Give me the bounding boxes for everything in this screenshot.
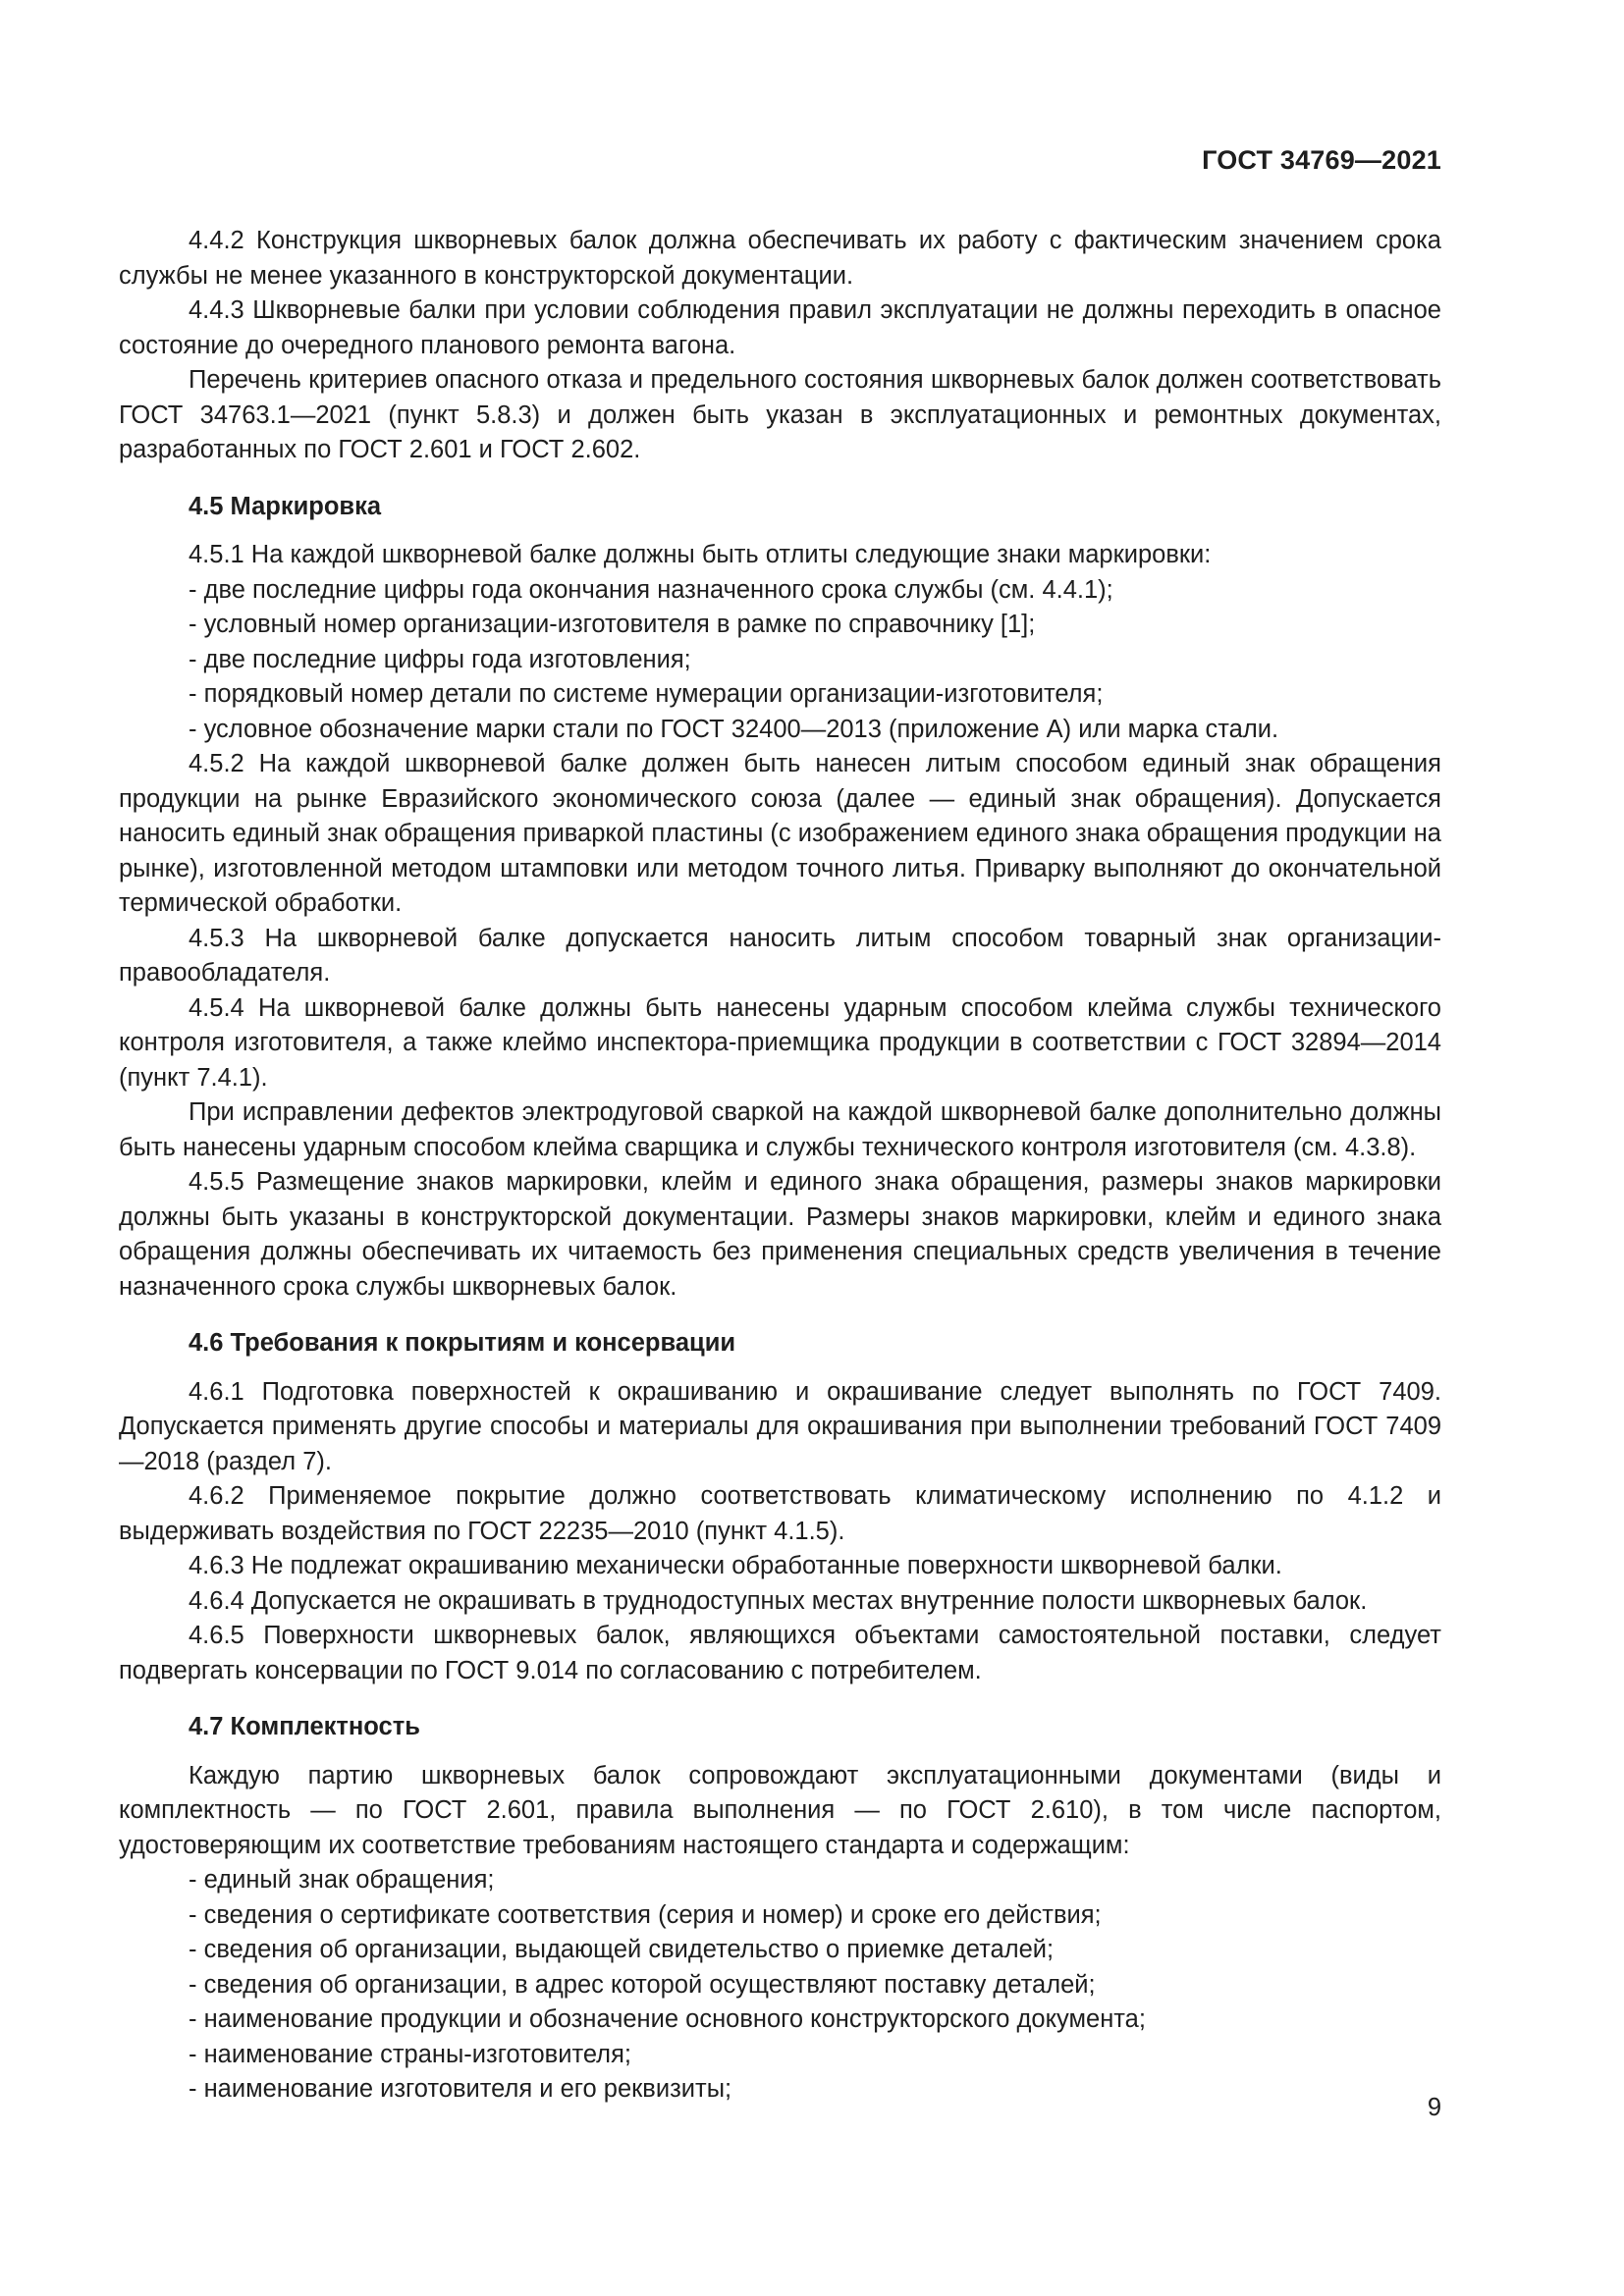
document-header: ГОСТ 34769—2021 (1202, 145, 1441, 175)
paragraph: 4.4.2 Конструкция шкворневых балок должна обеспечивать их работу с фактическим значением срока службы не менее указанного в конструкторской документации. (119, 227, 1441, 290)
list-item: - две последние цифры года окончания назначенного срока службы (см. 4.4.1); (189, 575, 1113, 604)
list-item: - порядковый номер детали по системе нумерации организации-изготовителя; (189, 680, 1104, 708)
paragraph: 4.4.3 Шкворневые балки при условии соблюдения правил эксплуатации не должны переходить в опасное состояние до очередного планового ремонта вагона. (119, 296, 1441, 359)
document-body (119, 224, 1441, 2108)
list-item: - наименование продукции и обозначение основного конструкторского документа; (189, 2005, 1146, 2033)
list-item: - сведения об организации, выдающей свидетельство о приемке деталей; (189, 1936, 1055, 1963)
paragraph: Каждую партию шкворневых балок сопровождают эксплуатационными документами (виды и комплектность — по ГОСТ 2.601, правила выполнения — по ГОСТ 2.610), в том числе паспортом, удостоверяющим их соответствие требованиям настоящего стандарта и содержащим: (119, 1761, 1441, 1859)
paragraph: Перечень критериев опасного отказа и предельного состояния шкворневых балок должен соответствовать ГОСТ 34763.1—2021 (пункт 5.8.3) и должен быть указан в эксплуатационных и ремонтных документах, разработанных по ГОСТ 2.601 и ГОСТ 2.602. (119, 366, 1441, 463)
list-item: - условный номер организации-изготовителя в рамке по справочнику [1]; (189, 611, 1036, 638)
paragraph: 4.6.2 Применяемое покрытие должно соответствовать климатическому исполнению по 4.1.2 и выдерживать воздействия по ГОСТ 22235—2010 (пункт 4.1.5). (119, 1482, 1441, 1545)
paragraph: 4.6.1 Подготовка поверхностей к окрашиванию и окрашивание следует выполнять по ГОСТ 7409. Допускается применять другие способы и материалы для окрашивания при выполнении требований ГОСТ 7409—2018 (раздел 7). (119, 1377, 1441, 1475)
paragraph: 4.5.3 На шкворневой балке допускается наносить литым способом товарный знак организации-правообладателя. (119, 924, 1441, 987)
paragraph: 4.5.2 На каждой шкворневой балке должен быть нанесен литым способом единый знак обращения продукции на рынке Евразийского экономического союза (далее — единый знак обращения). Допускается наносить единый знак обращения приваркой пластины (с изображением единого знака обращения продукции на рынке), изготовленной методом штамповки или методом точного литья. Приварку выполняют до окончательной термической обработки. (119, 750, 1441, 917)
paragraph: При исправлении дефектов электродуговой сваркой на каждой шкворневой балке дополнительно должны быть нанесены ударным способом клейма сварщика и службы технического контроля изготовителя (см. 4.3.8). (119, 1098, 1441, 1161)
page-number: 9 (1427, 2094, 1441, 2121)
list-item: - единый знак обращения; (189, 1866, 495, 1894)
list-item: - две последние цифры года изготовления; (189, 645, 691, 673)
list-item: - сведения о сертификате соответствия (серия и номер) и сроке его действия; (189, 1900, 1102, 1929)
section-heading: 4.7 Комплектность (189, 1713, 420, 1740)
paragraph: 4.6.4 Допускается не окрашивать в труднодоступных местах внутренние полости шкворневых балок. (189, 1586, 1368, 1615)
paragraph: 4.5.5 Размещение знаков маркировки, клейм и единого знака обращения, размеры знаков маркировки должны быть указаны в конструкторской документации. Размеры знаков маркировки, клейм и единого знака обращения должны обеспечивать их читаемость без применения специальных средств увеличения в течение назначенного срока службы шкворневых балок. (119, 1168, 1441, 1301)
paragraph: 4.5.1 На каждой шкворневой балке должны быть отлиты следующие знаки маркировки: (189, 541, 1212, 568)
list-item: - наименование изготовителя и его реквизиты; (189, 2075, 732, 2103)
paragraph: 4.6.5 Поверхности шкворневых балок, являющихся объектами самостоятельной поставки, следует подвергать консервации по ГОСТ 9.014 по согласованию с потребителем. (119, 1622, 1441, 1684)
section-heading: 4.5 Маркировка (189, 492, 382, 520)
paragraph: 4.5.4 На шкворневой балке должны быть нанесены ударным способом клейма службы технического контроля изготовителя, а также клеймо инспектора-приемщика продукции в соответствии с ГОСТ 32894—2014 (пункт 7.4.1). (119, 993, 1441, 1092)
list-item: - наименование страны-изготовителя; (189, 2040, 631, 2068)
section-heading: 4.6 Требования к покрытиям и консервации (189, 1329, 736, 1357)
paragraph: 4.6.3 Не подлежат окрашиванию механически обработанные поверхности шкворневой балки. (189, 1552, 1282, 1579)
list-item: - условное обозначение марки стали по ГОСТ 32400—2013 (приложение А) или марка стали. (189, 715, 1279, 743)
list-item: - сведения об организации, в адрес которой осуществляют поставку деталей; (189, 1970, 1096, 1999)
